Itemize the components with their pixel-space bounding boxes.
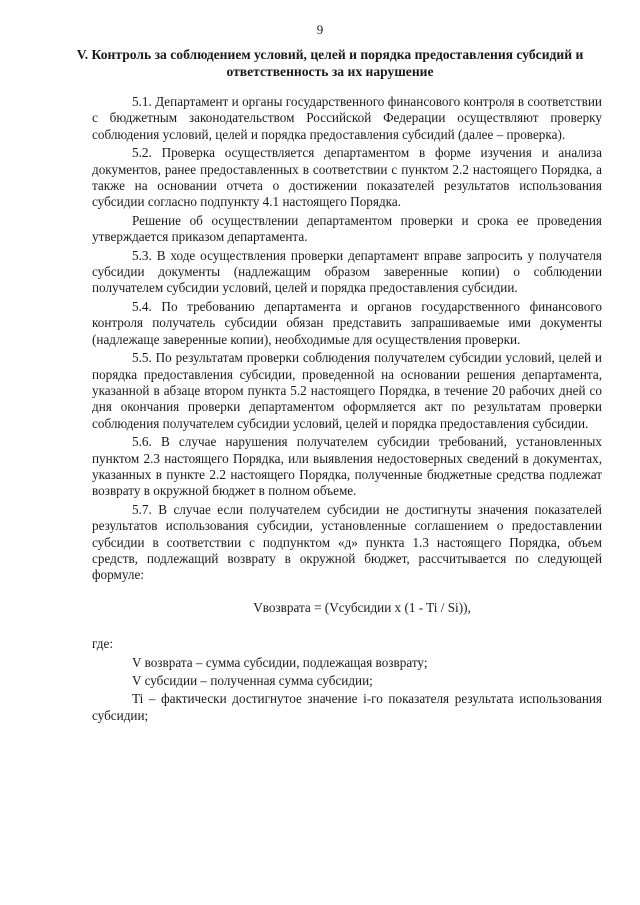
document-body <box>92 94 602 724</box>
definition-ti: Ti – фактически достигнутое значение i-го показателя результата использования субсидии; <box>92 691 602 723</box>
paragraph-5-2: 5.2. Проверка осуществляется департаментом в форме изучения и анализа документов, ранее предоставленных в соответствии с пунктом 2.2 настоящего Порядка, а также на основании отчета о достижении показателей результатов использования субсидии согласно подпункту 4.1 настоящего Порядка. <box>92 145 602 210</box>
paragraph-5-6: 5.6. В случае нарушения получателем субсидии требований, установленных пунктом 2.3 настоящего Порядка, или выявления недостоверных сведений в документах, указанных в пункте 2.2 настоящего Порядка, полученные бюджетные средства подлежат возврату в окружной бюджет в полном объеме. <box>92 434 602 499</box>
section-title: V. Контроль за соблюдением условий, целей и порядка предоставления субсидий и ответственность за их нарушение <box>76 47 584 79</box>
definition-v-subsidy: V субсидии – полученная сумма субсидии; <box>132 673 373 688</box>
refund-formula: Vвозврата = (Vсубсидии x (1 - Ti / Si)), <box>253 599 471 615</box>
definition-v-refund: V возврата – сумма субсидии, подлежащая возврату; <box>132 654 428 670</box>
paragraph-5-5: 5.5. По результатам проверки соблюдения получателем субсидии условий, целей и порядка предоставления субсидии, проведенной на основании решения департамента, указанной в абзаце втором пункта 5.2 настоящего Порядка, в течение 20 рабочих дней со дня окончания проверки департаментом оформляется акт по результатам проверки соблюдения получателем субсидии условий, целей и порядка предоставления субсидии. <box>92 350 602 431</box>
paragraph-5-7: 5.7. В случае если получателем субсидии не достигнуты значения показателей результатов использования субсидии, установленные соглашением о предоставлении субсидии в соответствии с подпунктом «д» пункта 1.3 настоящего Порядка, объем средств, подлежащий возврату в окружной бюджет, рассчитывается по следующей формуле: <box>92 501 602 583</box>
paragraph-5-4: 5.4. По требованию департамента и органов государственного финансового контроля получатель субсидии обязан представить запрашиваемые ими документы (надлежаще заверенные копии), необходимые для осуществления проверки. <box>92 298 602 347</box>
paragraph-decision: Решение об осуществлении департаментом проверки и срока ее проведения утверждается приказом департамента. <box>92 212 602 245</box>
where-label: где: <box>92 636 113 652</box>
paragraph-5-3: 5.3. В ходе осуществления проверки департамент вправе запросить у получателя субсидии документы (надлежащим образом заверенные копии) о соблюдении получателем субсидии условий, целей и порядка предоставления субсидии. <box>92 247 602 296</box>
paragraph-5-1: 5.1. Департамент и органы государственного финансового контроля в соответствии с бюджетным законодательством Российской Федерации осуществляют проверку соблюдения условий, целей и порядка предоставления субсидий (далее – проверка). <box>92 94 602 142</box>
page-number: 9 <box>316 22 324 37</box>
